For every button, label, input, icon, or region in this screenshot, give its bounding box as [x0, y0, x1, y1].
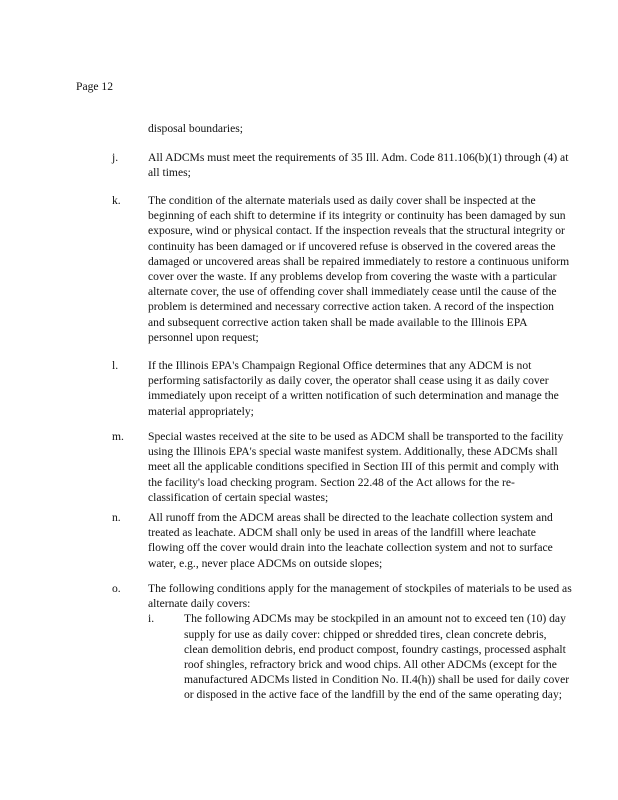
item-text: The following conditions apply for the management of stockpiles of materials to be used as alternate daily covers: [148, 582, 572, 611]
item-text: All ADCMs must meet the requirements of 35 Ill. Adm. Code 811.106(b)(1) through (4) at all times; [148, 151, 569, 180]
condition-item-m [112, 429, 572, 505]
condition-item-o [112, 581, 572, 703]
condition-item-n [112, 510, 572, 571]
item-label: k. [112, 194, 121, 207]
sub-item-i [148, 611, 572, 702]
condition-item-j [112, 150, 572, 180]
item-text: All runoff from the ADCM areas shall be directed to the leachate collection system and treated as leachate. ADCM shall only be used in areas of the landfill where leachate flowing off the cover would drain into the leachate collection system and not to surface water, e.g., never place ADCMs on outside slopes; [148, 511, 553, 570]
condition-item-k [112, 193, 572, 345]
page-number: Page 12 [76, 80, 114, 93]
item-label: n. [112, 511, 121, 524]
sub-item-label: i. [148, 612, 155, 626]
item-text: Special wastes received at the site to be used as ADCM shall be transported to the facility using the Illinois EPA's special waste manifest system. Additionally, these ADCMs shall meet all the applicable conditions specified in Section III of this permit and comply with the facility's load checking program. Section 22.48 of the Act allows for the re-classification of certain special wastes; [148, 430, 564, 504]
item-text: The condition of the alternate materials used as daily cover shall be inspected at the beginning of each shift to determine if its integrity or continuity has been damaged by sun exposure, wind or physical contact. If the inspection reveals that the structural integrity or continuity has been damaged or if uncovered refuse is observed in the covered areas the damaged or uncovered areas shall be repaired immediately to restore a continuous uniform cover over the waste. If any problems develop from covering the waste with a particular alternate cover, the use of offending cover shall immediately cease until the cause of the problem is determined and necessary corrective action taken. A record of the inspection and subsequent corrective action taken shall be made available to the Illinois EPA personnel upon request; [148, 194, 570, 344]
item-label: l. [112, 359, 119, 372]
condition-item-l [112, 358, 572, 419]
item-label: j. [112, 151, 119, 164]
continued-text: disposal boundaries; [148, 122, 243, 135]
sub-item-text: The following ADCMs may be stockpiled in an amount not to exceed ten (10) day supply for use as daily cover: chipped or shredded tires, clean concrete debris, clean demolition debris, end product compost, foundry castings, processed asphalt roof shingles, refractory brick and wood chips. All other ADCMs (except for the manufactured ADCMs listed in Condition No. II.4(h)) shall be used for daily cover or disposed in the active face of the landfill by the end of the same operating day; [184, 612, 570, 702]
item-label: m. [112, 430, 124, 443]
item-text: If the Illinois EPA's Champaign Regional Office determines that any ADCM is not performing satisfactorily as daily cover, the operator shall cease using it as daily cover immediately upon receipt of a written notification of such determination and manage the material appropriately; [148, 359, 559, 418]
item-label: o. [112, 582, 121, 595]
